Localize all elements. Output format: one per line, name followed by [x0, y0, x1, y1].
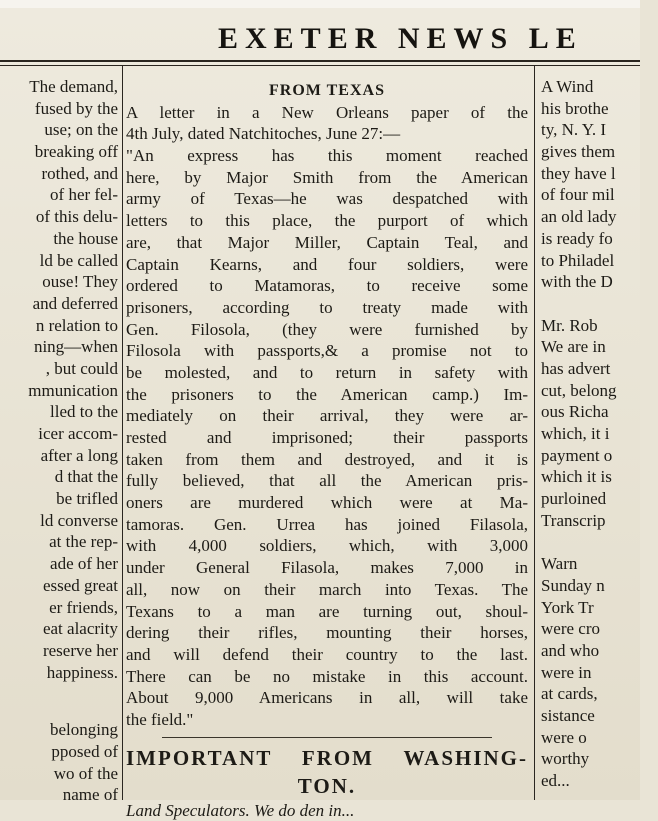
left-column-line: of this delu-: [35, 207, 118, 227]
article-body: [126, 102, 528, 731]
right-column-line: Sunday n: [541, 575, 605, 595]
article-line: There can be no mistake in this account.: [126, 666, 528, 686]
right-column-line: his brothe: [541, 98, 609, 118]
next-article-heading-2: TON.: [297, 773, 357, 798]
right-column-line: which it is: [541, 467, 612, 487]
left-column-line: er friends,: [49, 597, 118, 617]
article-line: letters to this place, the purport of which: [126, 211, 528, 231]
right-column-line: with the D: [541, 272, 613, 292]
left-column-line: essed great: [42, 575, 118, 595]
article-line: with 4,000 soldiers, which, with 3,000: [126, 536, 528, 556]
right-column-line: Warn: [541, 554, 578, 574]
next-article-heading-1: IMPORTANT FROM WASHING-: [126, 745, 528, 770]
left-column-line: ouse! They: [42, 272, 118, 292]
article-line: mediately on their arrival, they were ar-: [126, 406, 528, 426]
masthead-rule-thin: [0, 65, 640, 66]
left-column-bottom-text: [0, 719, 118, 806]
article-heading: FROM TEXAS: [269, 82, 385, 99]
main-column: [126, 80, 528, 820]
left-column-line: ld converse: [40, 510, 118, 530]
right-column-line: payment o: [541, 445, 613, 465]
right-column-line: which, it i: [541, 424, 610, 443]
article-line: prisoners, according to treaty made with: [126, 297, 528, 317]
right-column-line: ty, N. Y. I: [541, 120, 607, 140]
right-column-line: is ready fo: [541, 228, 613, 248]
article-line: and will defend their country to the last.: [126, 644, 528, 664]
left-column-line: , but could: [45, 358, 118, 378]
right-column-line: to Philadel: [541, 250, 615, 270]
article-line: are, that Major Miller, Captain Teal, and: [126, 232, 528, 252]
left-column-line: be trifled: [56, 489, 118, 509]
article-divider: [162, 737, 492, 738]
left-column-line: happiness.: [46, 662, 118, 682]
right-column-line: [541, 531, 640, 553]
left-column-line: use; on the: [44, 120, 118, 140]
right-column-line: sistance: [541, 705, 595, 725]
right-column-text: [541, 76, 640, 792]
right-column-line: has advert: [541, 358, 611, 378]
left-column-line: mmunication: [28, 380, 118, 400]
masthead-title: EXETER NEWS LE: [218, 22, 583, 55]
left-column-line: pposed of: [51, 741, 118, 761]
right-column-line: at cards,: [541, 684, 598, 704]
right-column-line: purloined: [541, 489, 607, 509]
article-line: "An express has this moment reached: [126, 146, 528, 166]
article-line: under General Filasola, makes 7,000 in: [126, 558, 528, 578]
article-line: Captain Kearns, and four soldiers, were: [126, 254, 528, 274]
article-line: here, by Major Smith from the American: [126, 167, 528, 187]
right-column-line: they have l: [541, 163, 616, 183]
left-column-line: The demand,: [29, 77, 118, 96]
right-column-line: Transcrip: [541, 510, 606, 530]
left-column-line: and deferred: [32, 293, 118, 313]
left-column-line: fused by the: [34, 98, 118, 118]
article-line: army of Texas—he was despatched with: [126, 189, 528, 209]
article-line: Filosola with passports,& a promise not to: [126, 341, 528, 361]
left-column-line: name of: [62, 785, 118, 805]
left-column-line: belonging: [50, 720, 118, 740]
article-line: About 9,000 Americans in all, will take: [126, 688, 528, 708]
left-column-line: lled to the: [50, 402, 118, 422]
article-line: all, now on their march into Texas. The: [126, 579, 528, 599]
left-column-line: reserve her: [42, 640, 118, 660]
right-column-line: York Tr: [541, 597, 594, 617]
page-top-edge: [0, 0, 640, 8]
left-column-line: icer accom-: [38, 424, 118, 443]
left-column-line: ade of her: [50, 554, 118, 574]
left-column-line: ning—when: [33, 337, 118, 357]
article-line: fully believed, that all the American pris-: [126, 471, 528, 491]
left-column-line: d that the: [54, 467, 118, 487]
article-line: oners are murdered which were at Ma-: [126, 493, 528, 513]
left-column-text: [0, 76, 118, 683]
masthead-rule-thick: [0, 60, 640, 62]
right-column-line: [541, 293, 640, 315]
left-column-line: n relation to: [35, 315, 118, 335]
left-column-line: of her fel-: [50, 185, 118, 205]
left-column-line: breaking off: [34, 142, 118, 162]
article-line: Texans to a man are turning out, shoul-: [126, 601, 528, 621]
article-line: the field.": [126, 709, 194, 729]
article-line: A letter in a New Orleans paper of the: [126, 102, 528, 122]
right-column-line: We are in: [541, 337, 606, 357]
right-column-line: were cro: [541, 619, 600, 639]
column-rule-right: [534, 66, 535, 800]
right-column: [541, 76, 640, 800]
left-column-line: eat alacrity: [42, 619, 118, 639]
right-column-line: A Wind: [541, 77, 594, 96]
article-line: dering their rifles, mounting their horses,: [126, 623, 528, 643]
right-column-line: of four mil: [541, 185, 615, 205]
next-article-cut-line: Land Speculators. We do den in...: [126, 800, 355, 820]
article-line: tamoras. Gen. Urrea has joined Filasola,: [126, 514, 528, 534]
right-column-line: and who: [541, 640, 600, 660]
right-column-line: gives them: [541, 142, 616, 162]
left-column-line: ld be called: [39, 250, 118, 270]
right-column-line: ed...: [541, 771, 570, 790]
column-rule-left: [122, 66, 123, 800]
left-column-line: at the rep-: [49, 532, 118, 552]
right-column-line: Mr. Rob: [541, 315, 598, 335]
article-line: taken from them and destroyed, and it is: [126, 449, 528, 469]
left-column-line: the house: [53, 228, 118, 248]
article-line: ordered to Matamoras, to receive some: [126, 276, 528, 296]
left-column-line: wo of the: [53, 763, 118, 783]
right-column-line: cut, belong: [541, 380, 617, 400]
article-line: rested and imprisoned; their passports: [126, 428, 528, 447]
right-column-line: worthy: [541, 749, 590, 769]
right-column-line: were o: [541, 727, 587, 747]
right-column-line: an old lady: [541, 207, 617, 227]
article-line: the prisoners to the American camp.) Im-: [126, 384, 528, 404]
left-column-line: after a long: [40, 445, 118, 465]
left-column-line: rothed, and: [41, 163, 118, 183]
left-column: [0, 76, 118, 805]
article-line: be molested, and to return in safety with: [126, 362, 528, 382]
article-line: Gen. Filosola, (they were furnished by: [126, 319, 528, 339]
right-column-line: were in: [541, 662, 592, 682]
right-column-line: ous Richa: [541, 402, 609, 422]
article-line: 4th July, dated Natchitoches, June 27:—: [126, 124, 401, 144]
